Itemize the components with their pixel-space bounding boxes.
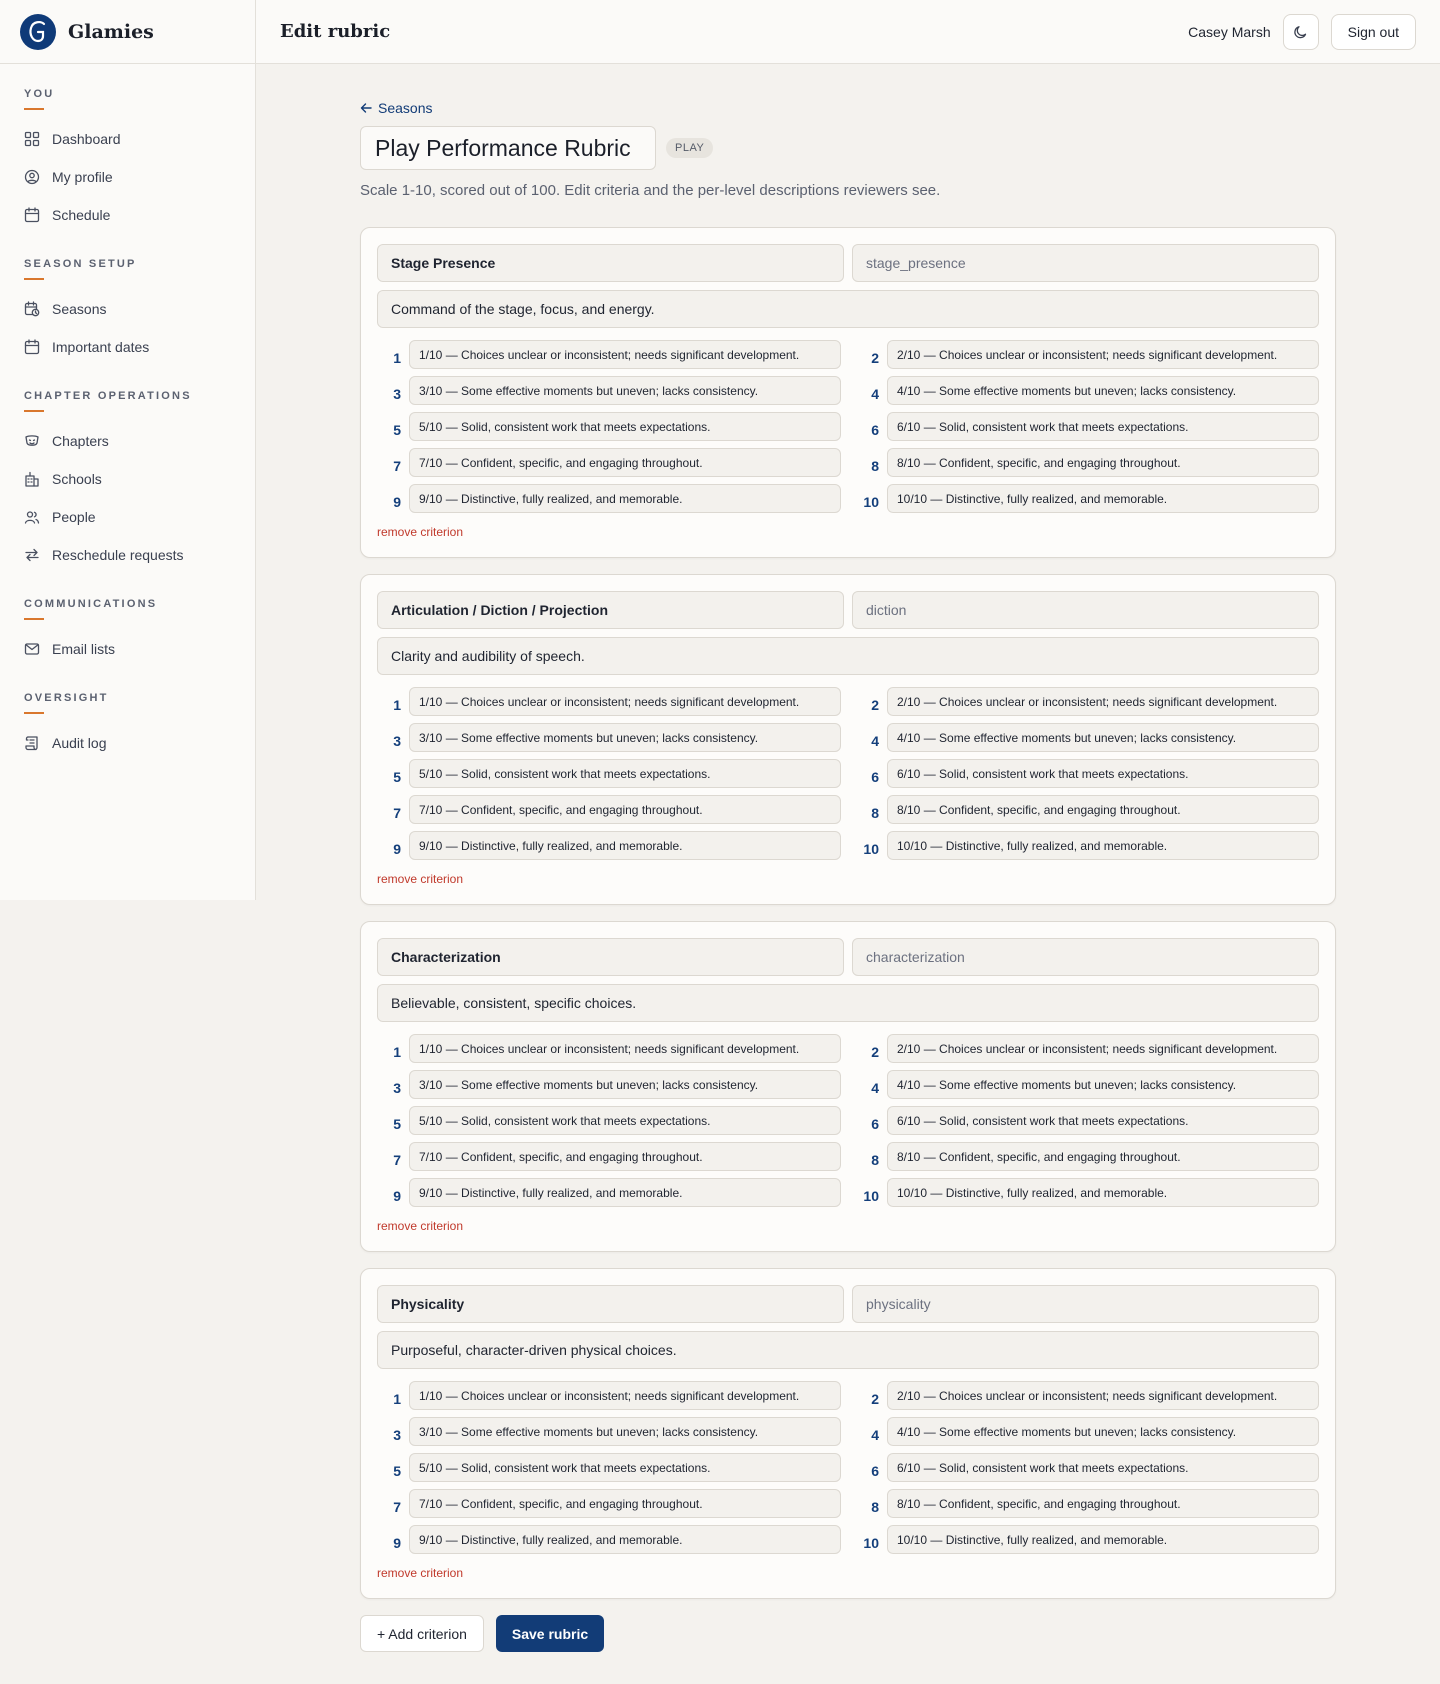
sidebar-item-my-profile[interactable] [0,158,255,196]
user-circle-icon [24,169,40,185]
users-icon [24,509,40,525]
grid-icon [24,131,40,147]
level-description-input[interactable]: 3/10 — Some effective moments but uneven; lacks consistency. [409,1417,841,1446]
sidebar-item-label: Chapters [52,433,109,449]
criterion-card [360,574,1336,905]
sidebar-item-chapters[interactable] [0,422,255,460]
nav-section [0,598,255,674]
level-number: 5 [393,1115,401,1132]
sidebar-item-label: Important dates [52,339,150,355]
sidebar-item-label: Schools [52,471,102,487]
nav-heading-rule [24,278,44,280]
level-description-input[interactable]: 5/10 — Solid, consistent work that meets expectations. [409,1453,841,1482]
sidebar-item-label: Dashboard [52,131,121,147]
rubric-type-badge: PLAY [666,138,713,158]
level-number: 2 [871,1043,879,1060]
nav-heading-rule [24,618,44,620]
level-row [855,1106,1319,1135]
criterion-key-input[interactable]: stage_presence [852,244,1319,282]
sidebar-item-schools[interactable] [0,460,255,498]
rubric-subtitle: Scale 1-10, scored out of 100. Edit criteria and the per-level descriptions reviewers see. [360,182,941,199]
level-description-input[interactable]: 8/10 — Confident, specific, and engaging throughout. [887,795,1319,824]
level-number: 6 [871,768,879,785]
level-description-input[interactable]: 5/10 — Solid, consistent work that meets expectations. [409,1106,841,1135]
moon-icon [1293,24,1309,40]
level-row [377,831,841,860]
nav-section [0,88,255,240]
level-row [855,1453,1319,1482]
save-rubric-button[interactable]: Save rubric [496,1615,604,1652]
level-number: 3 [393,1079,401,1096]
level-number: 4 [871,1426,879,1443]
level-description-input[interactable]: 1/10 — Choices unclear or inconsistent; needs significant development. [409,1381,841,1410]
level-number: 3 [393,732,401,749]
level-row [377,376,841,405]
theater-icon [24,433,40,449]
level-number: 10 [863,493,879,510]
level-row [377,1381,841,1410]
sidebar-item-dashboard[interactable] [0,120,255,158]
remove-criterion-link[interactable]: remove criterion [377,1219,464,1233]
criterion-card [360,1268,1336,1599]
level-row [377,1178,841,1207]
level-number: 9 [393,493,401,510]
sidebar-item-label: People [52,509,96,525]
level-number: 10 [863,1187,879,1204]
scroll-icon [24,735,40,751]
title-row [360,126,1336,170]
nav-heading: SEASON SETUP [24,258,137,270]
level-number: 5 [393,768,401,785]
level-row [377,687,841,716]
level-description-input[interactable]: 5/10 — Solid, consistent work that meets expectations. [409,412,841,441]
level-description-input[interactable]: 4/10 — Some effective moments but uneven; lacks consistency. [887,1070,1319,1099]
criteria-list [360,227,1336,1599]
level-row [855,687,1319,716]
level-row [377,1070,841,1099]
level-row [377,448,841,477]
level-description-input[interactable]: 3/10 — Some effective moments but uneven; lacks consistency. [409,1070,841,1099]
level-description-input[interactable]: 4/10 — Some effective moments but uneven; lacks consistency. [887,376,1319,405]
level-number: 10 [863,840,879,857]
nav-heading-rule [24,712,44,714]
level-number: 5 [393,1462,401,1479]
level-number: 6 [871,1462,879,1479]
level-description-input[interactable]: 2/10 — Choices unclear or inconsistent; needs significant development. [887,1381,1319,1410]
nav-heading: COMMUNICATIONS [24,598,158,610]
glamies-logo-icon [20,14,56,50]
level-row [855,340,1319,369]
level-number: 7 [393,1151,401,1168]
level-description-input[interactable]: 2/10 — Choices unclear or inconsistent; needs significant development. [887,340,1319,369]
level-description-input[interactable]: 8/10 — Confident, specific, and engaging throughout. [887,1142,1319,1171]
sidebar-item-reschedule-requests[interactable] [0,536,255,574]
level-row [855,1381,1319,1410]
sidebar-item-label: Reschedule requests [52,547,184,563]
brand[interactable] [0,0,255,64]
level-row [377,1417,841,1446]
nav-heading: CHAPTER OPERATIONS [24,390,192,402]
level-description-input[interactable]: 1/10 — Choices unclear or inconsistent; needs significant development. [409,1034,841,1063]
level-row [855,448,1319,477]
sidebar-item-label: Email lists [52,641,116,657]
sidebar-item-label: Schedule [52,207,111,223]
level-descriptions [377,340,1319,513]
sidebar-item-audit-log[interactable] [0,724,255,762]
theme-toggle-button[interactable] [1283,14,1319,50]
sidebar-item-email-lists[interactable] [0,630,255,668]
criterion-key-input[interactable]: physicality [852,1285,1319,1323]
level-row [855,795,1319,824]
level-number: 4 [871,385,879,402]
nav-section [0,258,255,372]
nav-section [0,390,255,580]
criterion-name-input[interactable]: Articulation / Diction / Projection [377,591,844,629]
sidebar-item-schedule[interactable] [0,196,255,234]
level-description-input[interactable]: 1/10 — Choices unclear or inconsistent; needs significant development. [409,687,841,716]
level-row [377,1525,841,1554]
form-actions [360,1615,1336,1652]
remove-criterion-link[interactable]: remove criterion [377,525,464,539]
remove-criterion-link[interactable]: remove criterion [377,1566,464,1580]
level-description-input[interactable]: 4/10 — Some effective moments but uneven; lacks consistency. [887,723,1319,752]
level-number: 2 [871,1390,879,1407]
nav-heading: OVERSIGHT [24,692,109,704]
criterion-description-input[interactable]: Purposeful, character-driven physical choices. [377,1331,1319,1369]
level-row [855,759,1319,788]
level-row [855,1417,1319,1446]
level-row [855,1178,1319,1207]
level-number: 10 [863,1534,879,1551]
level-description-input[interactable]: 6/10 — Solid, consistent work that meets expectations. [887,412,1319,441]
level-description-input[interactable]: 2/10 — Choices unclear or inconsistent; needs significant development. [887,1034,1319,1063]
level-description-input[interactable]: 10/10 — Distinctive, fully realized, and memorable. [887,484,1319,513]
criterion-card [360,227,1336,558]
sidebar-item-important-dates[interactable] [0,328,255,366]
main-content [360,64,1336,1652]
topbar [256,0,1440,64]
level-row [855,376,1319,405]
level-number: 9 [393,840,401,857]
sidebar-item-label: My profile [52,169,113,185]
sidebar-item-label: Seasons [52,301,107,317]
level-number: 1 [393,696,401,713]
level-row [855,723,1319,752]
level-description-input[interactable]: 1/10 — Choices unclear or inconsistent; needs significant development. [409,340,841,369]
level-number: 1 [393,349,401,366]
nav-section [0,692,255,768]
sidebar-nav [0,64,255,768]
calendar-icon [24,339,40,355]
level-row [855,1489,1319,1518]
level-description-input[interactable]: 9/10 — Distinctive, fully realized, and memorable. [409,831,841,860]
criterion-name-input[interactable]: Stage Presence [377,244,844,282]
level-row [377,1489,841,1518]
remove-criterion-link[interactable]: remove criterion [377,872,464,886]
level-row [377,484,841,513]
level-number: 1 [393,1043,401,1060]
back-link[interactable] [360,100,1336,116]
level-row [377,1453,841,1482]
level-number: 2 [871,696,879,713]
level-number: 9 [393,1187,401,1204]
level-row [377,1106,841,1135]
level-number: 8 [871,457,879,474]
level-description-input[interactable]: 10/10 — Distinctive, fully realized, and memorable. [887,831,1319,860]
level-description-input[interactable]: 5/10 — Solid, consistent work that meets expectations. [409,759,841,788]
rubric-title-input[interactable]: Play Performance Rubric [360,126,656,170]
level-row [855,831,1319,860]
level-number: 8 [871,1151,879,1168]
level-description-input[interactable]: 8/10 — Confident, specific, and engaging throughout. [887,448,1319,477]
criterion-key-input[interactable]: characterization [852,938,1319,976]
sidebar-item-label: Audit log [52,735,107,751]
level-description-input[interactable]: 9/10 — Distinctive, fully realized, and memorable. [409,1178,841,1207]
level-description-input[interactable]: 10/10 — Distinctive, fully realized, and memorable. [887,1178,1319,1207]
level-row [377,723,841,752]
level-number: 6 [871,1115,879,1132]
level-description-input[interactable]: 3/10 — Some effective moments but uneven; lacks consistency. [409,376,841,405]
criterion-description-input[interactable]: Believable, consistent, specific choices. [377,984,1319,1022]
level-description-input[interactable]: 7/10 — Confident, specific, and engaging throughout. [409,1489,841,1518]
level-number: 9 [393,1534,401,1551]
criterion-key-input[interactable]: diction [852,591,1319,629]
level-descriptions [377,1034,1319,1207]
page-title: Edit rubric [280,21,391,42]
level-row [855,1142,1319,1171]
level-description-input[interactable]: 7/10 — Confident, specific, and engaging throughout. [409,795,841,824]
nav-heading: YOU [24,88,55,100]
level-number: 7 [393,804,401,821]
level-description-input[interactable]: 4/10 — Some effective moments but uneven; lacks consistency. [887,1417,1319,1446]
level-description-input[interactable]: 7/10 — Confident, specific, and engaging throughout. [409,448,841,477]
level-number: 8 [871,1498,879,1515]
level-number: 3 [393,1426,401,1443]
level-descriptions [377,1381,1319,1554]
brand-name: Glamies [68,20,154,43]
nav-heading-rule [24,410,44,412]
level-description-input[interactable]: 9/10 — Distinctive, fully realized, and memorable. [409,1525,841,1554]
criterion-card [360,921,1336,1252]
level-number: 7 [393,1498,401,1515]
level-description-input[interactable]: 8/10 — Confident, specific, and engaging throughout. [887,1489,1319,1518]
level-number: 1 [393,1390,401,1407]
calendar-icon [24,207,40,223]
level-description-input[interactable]: 6/10 — Solid, consistent work that meets expectations. [887,1453,1319,1482]
level-row [377,795,841,824]
level-description-input[interactable]: 10/10 — Distinctive, fully realized, and memorable. [887,1525,1319,1554]
level-number: 5 [393,421,401,438]
building-icon [24,471,40,487]
user-name: Casey Marsh [1188,23,1271,40]
sign-out-button[interactable]: Sign out [1331,14,1416,50]
level-description-input[interactable]: 9/10 — Distinctive, fully realized, and memorable. [409,484,841,513]
level-description-input[interactable]: 2/10 — Choices unclear or inconsistent; needs significant development. [887,687,1319,716]
level-row [377,340,841,369]
level-row [377,1034,841,1063]
level-description-input[interactable]: 3/10 — Some effective moments but uneven; lacks consistency. [409,723,841,752]
level-number: 7 [393,457,401,474]
back-link-label: Seasons [378,100,433,116]
sidebar [0,0,256,900]
level-row [855,412,1319,441]
sidebar-item-people[interactable] [0,498,255,536]
mail-icon [24,641,40,657]
criterion-name-input[interactable]: Characterization [377,938,844,976]
level-number: 6 [871,421,879,438]
level-row [377,1142,841,1171]
level-description-input[interactable]: 7/10 — Confident, specific, and engaging throughout. [409,1142,841,1171]
level-number: 2 [871,349,879,366]
level-row [855,1070,1319,1099]
level-number: 3 [393,385,401,402]
level-description-input[interactable]: 6/10 — Solid, consistent work that meets expectations. [887,1106,1319,1135]
level-row [855,1034,1319,1063]
level-description-input[interactable]: 6/10 — Solid, consistent work that meets expectations. [887,759,1319,788]
level-number: 4 [871,732,879,749]
criterion-description-input[interactable]: Clarity and audibility of speech. [377,637,1319,675]
criterion-name-input[interactable]: Physicality [377,1285,844,1323]
level-descriptions [377,687,1319,860]
level-row [377,759,841,788]
level-row [377,412,841,441]
level-number: 4 [871,1079,879,1096]
level-row [855,484,1319,513]
criterion-description-input[interactable]: Command of the stage, focus, and energy. [377,290,1319,328]
level-number: 8 [871,804,879,821]
sidebar-item-seasons[interactable] [0,290,255,328]
swap-icon [24,547,40,563]
nav-heading-rule [24,108,44,110]
arrow-left-icon [360,102,372,114]
add-criterion-button[interactable]: + Add criterion [360,1615,484,1652]
calendar-clock-icon [24,301,40,317]
level-row [855,1525,1319,1554]
